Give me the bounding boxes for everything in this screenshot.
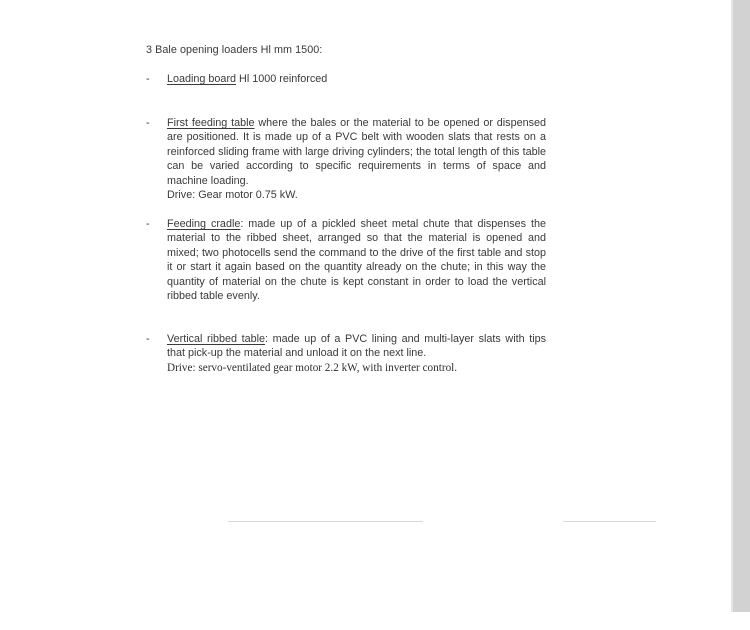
section-heading: 3 Bale opening loaders Hl mm 1500:: [146, 44, 323, 56]
item-label: Feeding cradle: [167, 218, 241, 230]
item-drive: Drive: Gear motor 0.75 kW.: [167, 189, 298, 202]
item-label: First feeding table: [167, 117, 255, 129]
list-item-feeding-cradle: [146, 217, 546, 303]
item-description: Hl 1000 reinforced: [236, 73, 328, 85]
list-bullet: -: [146, 333, 150, 345]
item-drive: Drive: servo-ventilated gear motor 2.2 kW, with inverter control.: [167, 361, 458, 374]
list-bullet: -: [146, 218, 150, 230]
list-item-vertical-ribbed-table: [146, 332, 546, 375]
scan-artifact-line: [563, 521, 656, 522]
item-description: : made up of a pickled sheet metal chute that dispenses the material to the ribbed sheet, arranged so that the material is opened and mixed; two photocells send the command to the drive of the first table and stop it or start it again based on the quantity already on the chute; in this way the quantity of material on the chute is kept constant in order to load the vertical ribbed table evenly.: [167, 218, 546, 303]
scan-artifact-line: [228, 521, 423, 522]
list-item-loading-board: [146, 72, 546, 86]
item-description: where the bales or the material to be opened or dispensed are positioned. It is made up of a PVC belt with wooden slats that rests on a reinforced sliding frame with large driving cylinders; the total length of this table can be varied according to specific requirements in terms of space and machine loading.: [167, 117, 546, 187]
item-label: Loading board: [167, 73, 237, 85]
scan-edge-border: [733, 0, 750, 612]
list-item-first-feeding-table: [146, 116, 546, 202]
list-item-text: [167, 72, 546, 86]
item-label: Vertical ribbed table: [167, 333, 266, 345]
list-item-text: [167, 332, 546, 375]
item-description: : made up of a PVC lining and multi-layer slats with tips that pick-up the material and unload it on the next line.: [167, 333, 546, 360]
list-bullet: -: [146, 73, 150, 85]
list-item-text: [167, 116, 546, 202]
list-bullet: -: [146, 117, 150, 129]
list-item-text: [167, 217, 546, 303]
